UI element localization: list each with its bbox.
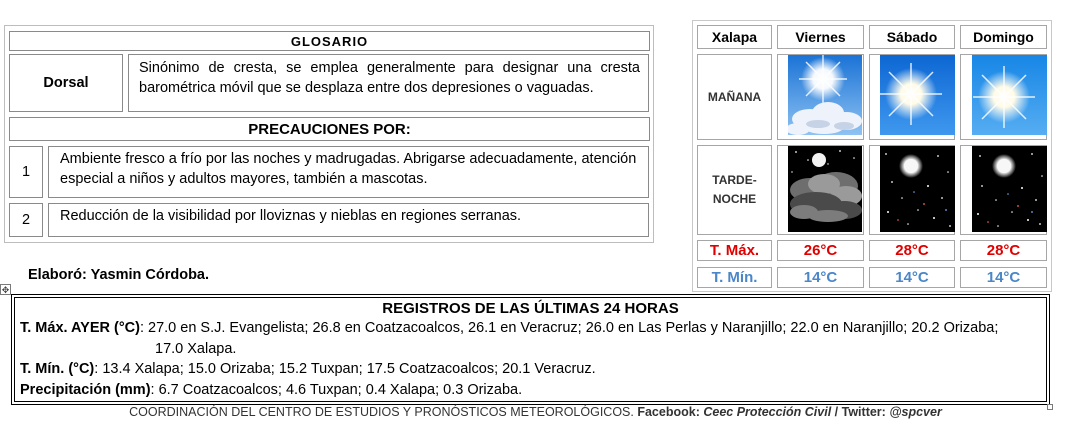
- glossary-definition: Sinónimo de cresta, se emplea generalmente para designar una cresta barométrica móvil que se desplaza entre dos depresiones o vaguadas.: [128, 54, 649, 112]
- sun-clear-icon: [880, 55, 955, 135]
- forecast-day-header: Viernes: [777, 25, 864, 49]
- footer-facebook-label: Facebook:: [637, 405, 700, 419]
- forecast-city: Xalapa: [697, 25, 772, 49]
- tmax-value: 26°C: [777, 240, 864, 261]
- footer: [0, 405, 1071, 419]
- footer-org: COORDINACIÓN DEL CENTRO DE ESTUDIOS Y PRONÓSTICOS METEOROLÓGICOS.: [129, 405, 634, 419]
- moon-clear-icon: [880, 146, 955, 232]
- records-precip-values: : 6.7 Coatzacoalcos; 4.6 Tuxpan; 0.4 Xalapa; 0.3 Orizaba.: [150, 382, 523, 398]
- period-evening-label: [697, 145, 772, 235]
- tmin-label: T. Mín.: [697, 267, 772, 288]
- records-precip-line: [20, 382, 522, 398]
- sun-clear-icon: [972, 55, 1047, 135]
- period-morning-label: MAÑANA: [697, 54, 772, 140]
- records-tmax-continuation: 17.0 Xalapa.: [155, 341, 237, 357]
- tmax-label: T. Máx.: [697, 240, 772, 261]
- footer-separator: /: [834, 405, 839, 419]
- author-credit: Elaboró: Yasmin Córdoba.: [28, 267, 210, 283]
- records-tmin-line: [20, 361, 596, 377]
- footer-facebook-link[interactable]: Ceec Protección Civil: [703, 405, 832, 419]
- forecast-day-header: Sábado: [869, 25, 955, 49]
- tmin-value: 14°C: [777, 267, 864, 288]
- glossary-title: GLOSARIO: [9, 31, 650, 51]
- precaution-number: 2: [9, 203, 43, 237]
- tmax-value: 28°C: [960, 240, 1047, 261]
- glossary-term: Dorsal: [9, 54, 123, 112]
- moon-cloudy-icon: [788, 146, 862, 232]
- precaution-text: Ambiente fresco a frío por las noches y madrugadas. Abrigarse adecuadamente, atención especial a niños y adultos mayores, también a mascotas.: [48, 146, 649, 198]
- sun-partly-cloudy-icon: [788, 55, 862, 135]
- records-precip-label: Precipitación (mm): [20, 382, 151, 398]
- records-tmin-values: : 13.4 Xalapa; 15.0 Orizaba; 15.2 Tuxpan; 17.5 Coatzacoalcos; 20.1 Veracruz.: [94, 361, 596, 377]
- records-tmin-label: T. Mín. (°C): [20, 361, 95, 377]
- period-evening-line1: TARDE-: [712, 173, 757, 187]
- tmin-value: 14°C: [869, 267, 955, 288]
- precaution-text: Reducción de la visibilidad por lloviznas y nieblas en regiones serranas.: [48, 203, 649, 237]
- records-tmax-line: [20, 320, 998, 336]
- forecast-day-header: Domingo: [960, 25, 1047, 49]
- table-move-handle-icon[interactable]: ✥: [1, 285, 10, 295]
- tmax-value: 28°C: [869, 240, 955, 261]
- precautions-title: PRECAUCIONES POR:: [9, 117, 650, 141]
- moon-clear-icon: [972, 146, 1047, 232]
- footer-twitter-link[interactable]: @spcver: [889, 405, 942, 419]
- records-tmax-label: T. Máx. AYER (°C): [20, 320, 140, 336]
- tmin-value: 14°C: [960, 267, 1047, 288]
- records-title: REGISTROS DE LAS ÚLTIMAS 24 HORAS: [382, 300, 679, 317]
- period-evening-line2: NOCHE: [712, 192, 757, 206]
- precaution-number: 1: [9, 146, 43, 198]
- records-tmax-values: : 27.0 en S.J. Evangelista; 26.8 en Coatzacoalcos, 26.1 en Veracruz; 26.0 en Las Perlas y Naranjillo; 22.0 en Naranjillo; 20.2 Orizaba;: [139, 320, 999, 336]
- footer-twitter-label: Twitter:: [841, 405, 886, 419]
